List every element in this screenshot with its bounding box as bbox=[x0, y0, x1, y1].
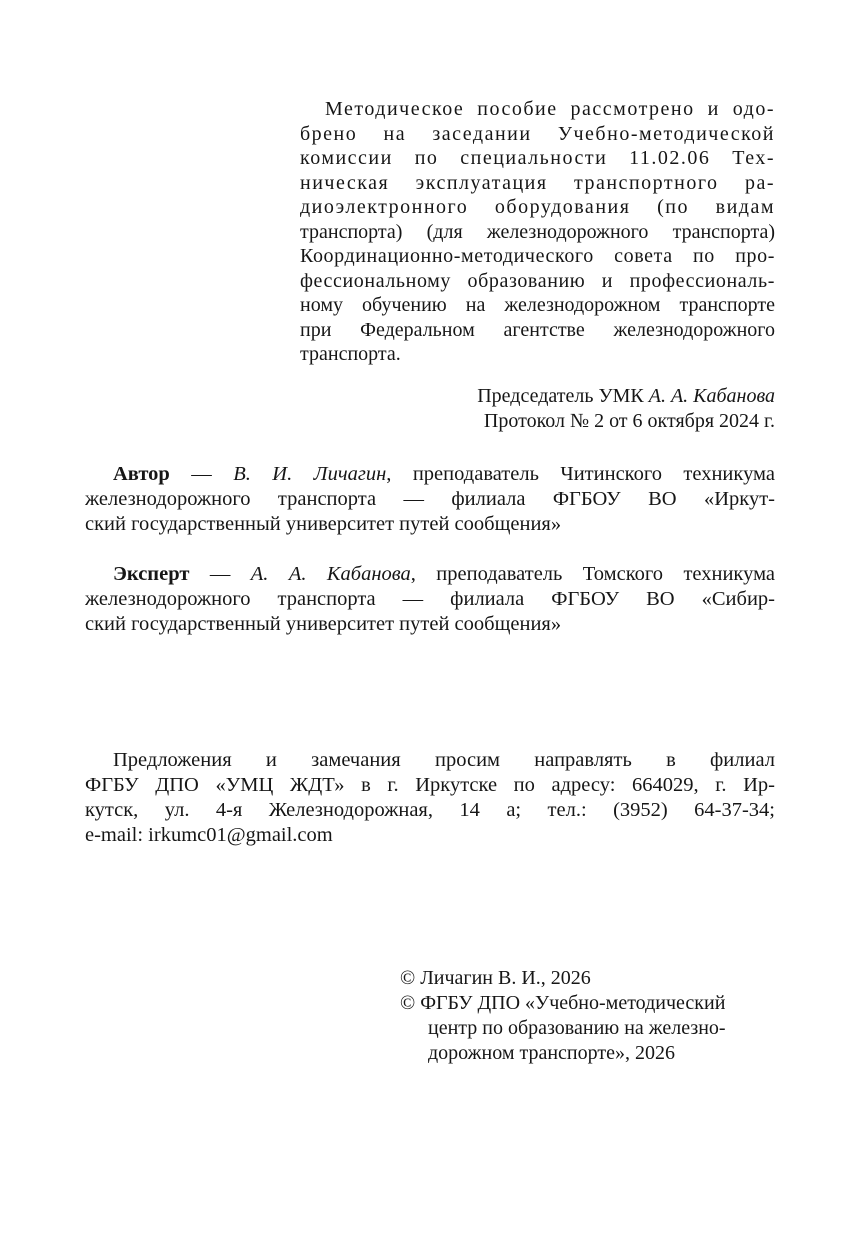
approval-line: комиссии по специальности 11.02.06 Тех- bbox=[300, 147, 775, 169]
author-line-3: ский государственный университет путей сообщения» bbox=[85, 513, 562, 535]
approval-line: диоэлектронного оборудования (по видам bbox=[300, 196, 775, 218]
contact-line: Предложения и замечания просим направлять в филиал bbox=[113, 749, 775, 771]
approval-line: брено на заседании Учебно-методической bbox=[300, 122, 775, 145]
approval-line: транспорта) (для железнодорожного транспорта) bbox=[300, 220, 775, 243]
expert-rest: , преподаватель Томского техникума bbox=[410, 563, 775, 585]
copyright-block bbox=[400, 966, 726, 1066]
chairman-block bbox=[477, 384, 775, 434]
author-name: В. И. Личагин bbox=[233, 463, 387, 485]
expert-name: А. А. Кабанова bbox=[250, 563, 411, 585]
expert-line-2: железнодорожного транспорта — филиала ФГБОУ ВО «Сибир- bbox=[85, 588, 775, 610]
author-line-1 bbox=[85, 462, 775, 487]
approval-line: транспорта. bbox=[300, 343, 401, 365]
author-paragraph bbox=[85, 462, 775, 537]
approval-line: ническая эксплуатация транспортного ра- bbox=[300, 171, 775, 194]
copyright-publisher-line: дорожном транспорте», 2026 bbox=[428, 1042, 675, 1064]
approval-line: фессиональному образованию и профессиональ- bbox=[300, 269, 775, 292]
copyright-publisher-line: центр по образованию на железно- bbox=[428, 1017, 726, 1039]
contact-email-line: e-mail: irkumc01@gmail.com bbox=[85, 824, 333, 846]
copyright-author-line: © Личагин В. И., 2026 bbox=[400, 967, 591, 989]
approval-line: при Федеральном агентстве железнодорожного bbox=[300, 318, 775, 341]
approval-line: ному обучению на железнодорожном транспорте bbox=[300, 294, 775, 316]
author-line-2: железнодорожного транспорта — филиала ФГБОУ ВО «Иркут- bbox=[85, 488, 775, 510]
approval-line: Координационно-методического совета по про- bbox=[300, 245, 775, 267]
expert-dash: — bbox=[189, 563, 251, 585]
chairman-name: А. А. Кабанова bbox=[648, 385, 775, 407]
author-label: Автор bbox=[113, 463, 170, 485]
chairman-signature bbox=[477, 384, 775, 409]
expert-line-1 bbox=[85, 562, 775, 587]
expert-label: Эксперт bbox=[113, 563, 190, 585]
expert-line-3: ский государственный университет путей сообщения» bbox=[85, 613, 562, 635]
author-dash: — bbox=[169, 463, 234, 485]
approval-paragraph bbox=[300, 97, 775, 367]
chairman-role: Председатель УМК bbox=[477, 385, 649, 407]
copyright-publisher-line: © ФГБУ ДПО «Учебно-методический bbox=[400, 992, 726, 1014]
contact-paragraph bbox=[85, 748, 775, 848]
contact-line: ФГБУ ДПО «УМЦ ЖДТ» в г. Иркутске по адресу: 664029, г. Ир- bbox=[85, 774, 775, 796]
expert-paragraph bbox=[85, 562, 775, 637]
protocol-line: Протокол № 2 от 6 октября 2024 г. bbox=[483, 410, 775, 432]
contact-line: кутск, ул. 4-я Железнодорожная, 14 а; тел.: (3952) 64-37-34; bbox=[85, 799, 775, 821]
author-rest: , преподаватель Читинского техникума bbox=[386, 463, 775, 485]
approval-line: Методическое пособие рассмотрено и одо- bbox=[325, 98, 775, 120]
